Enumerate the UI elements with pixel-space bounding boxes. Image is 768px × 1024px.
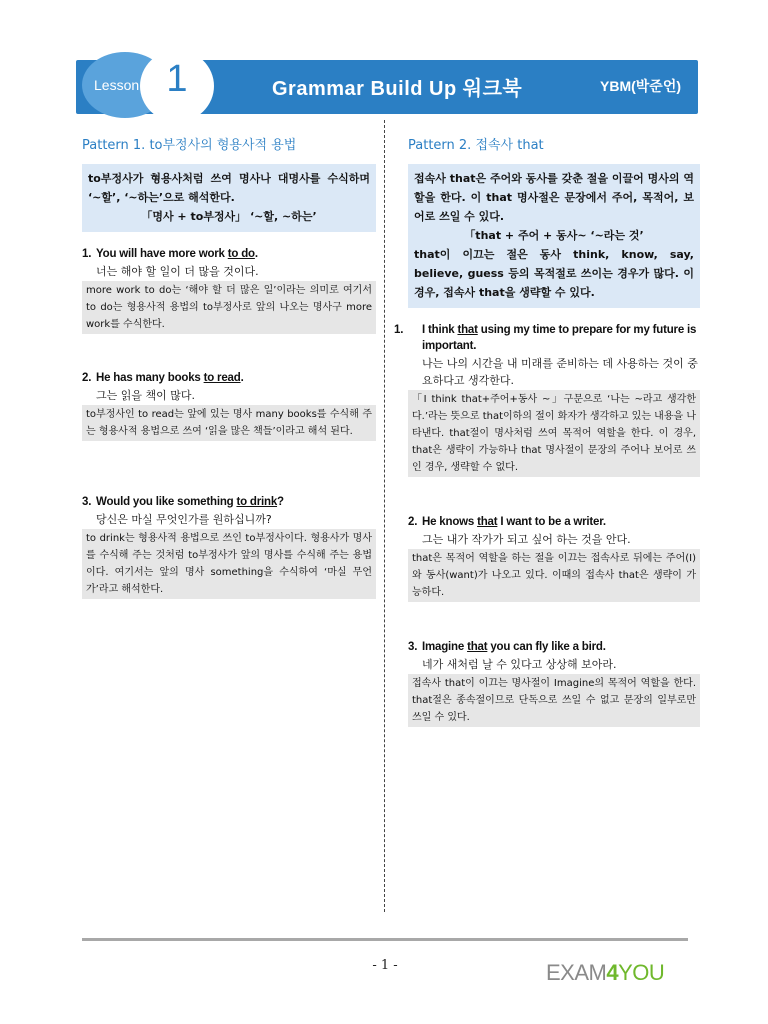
page-title: Grammar Build Up 워크북 <box>272 78 523 100</box>
example-item <box>408 514 700 602</box>
example-sentence: 1. You will have more work to do. <box>82 248 258 260</box>
example-translation: 당신은 마실 무엇인가를 원하십니까? <box>96 513 272 526</box>
example-item <box>408 639 700 727</box>
footer-divider <box>82 938 688 941</box>
page-number: - 1 - <box>372 958 398 973</box>
highlighted-phrase: to read <box>203 372 241 384</box>
left-column <box>82 134 376 595</box>
rule-text-secondary: that이 이끄는 절은 동사 think, know, say, believe, guess 등의 목적절로 쓰이는 경우가 많다. 이 경우, 접속사 that을 생략할 수 있다. <box>414 248 694 299</box>
example-translation: 너는 해야 할 일이 더 많을 것이다. <box>96 265 259 278</box>
column-divider <box>384 120 385 912</box>
highlighted-phrase: that <box>477 516 498 528</box>
example-sentence: 2. He knows that I want to be a writer. <box>408 516 606 528</box>
author-label: YBM(박준언) <box>600 78 682 94</box>
rule-text: to부정사가 형용사처럼 쓰여 명사나 대명사를 수식하며 ‘~할’, ‘~하는’으로 해석한다. <box>88 172 370 204</box>
example-translation: 그는 내가 작가가 되고 싶어 하는 것을 안다. <box>422 533 631 546</box>
right-column <box>394 134 700 723</box>
example-translation: 네가 새처럼 날 수 있다고 상상해 보아라. <box>422 658 617 671</box>
example-item <box>82 246 376 334</box>
example-note: more work to do는 ‘해야 할 더 많은 일’이라는 의미로 여기서 to do는 형용사적 용법의 to부정사로 앞의 나오는 명사구 more work를 수식한다. <box>82 281 376 334</box>
highlighted-phrase: that <box>467 641 488 653</box>
example-item <box>82 370 376 441</box>
pattern-1-title: Pattern 1. to부정사의 형용사적 용법 <box>82 138 297 153</box>
highlighted-phrase: to drink <box>236 496 278 508</box>
rule-formula: 「that + 주어 + 동사~ ‘~라는 것’ <box>464 229 644 242</box>
lesson-number: 1 <box>166 58 188 100</box>
pattern-1-rule-box <box>82 164 376 232</box>
example-note: to부정사인 to read는 앞에 있는 명사 many books를 수식해 주는 형용사적 용법으로 쓰여 ‘읽을 많은 책들’이라고 해석 된다. <box>82 405 376 441</box>
pattern-2-rule-box <box>408 164 700 308</box>
example-note: that은 목적어 역할을 하는 절을 이끄는 접속사로 뒤에는 주어(I)와 동사(want)가 나오고 있다. 이때의 접속사 that은 생략이 가능하다. <box>408 549 700 602</box>
rule-text: 접속사 that은 주어와 동사를 갖춘 절을 이끌어 명사의 역할을 한다. 이 that 명사절은 문장에서 주어, 목적어, 보어로 쓰일 수 있다. <box>414 172 694 223</box>
example-sentence: 3. Would you like something to drink? <box>82 496 284 508</box>
pattern-2-title: Pattern 2. 접속사 that <box>408 138 544 153</box>
example-note: 「I think that+주어+동사 ~」구문으로 ‘나는 ~라고 생각한다.’라는 뜻으로 that이하의 절이 화자가 생각하고 있는 내용을 나타낸다. that절이 명사처럼 쓰여 목적어 역할을 한다. 이 경우, that은 생략이 가능하나 that 명사절이 문장의 주어나 보어로 쓰인 경우, 생략할 수 없다. <box>408 390 700 477</box>
example-item <box>82 494 376 599</box>
example-note: to drink는 형용사적 용법으로 쓰인 to부정사이다. 형용사가 명사를 수식해 주는 것처럼 to부정사가 앞의 명사를 수식해 주는 용법이다. 여기서는 앞의 명사 something을 수식하여 ‘마실 무언가’라고 해석한다. <box>82 529 376 599</box>
example-translation: 나는 나의 시간을 내 미래를 준비하는 데 사용하는 것이 중요하다고 생각한다. <box>422 357 698 387</box>
lesson-label: Lesson <box>94 77 140 93</box>
example-translation: 그는 읽을 책이 많다. <box>96 389 195 402</box>
example-sentence: 2. He has many books to read. <box>82 372 244 384</box>
example-sentence: 1. I think that using my time to prepare for my future is important. <box>394 324 697 352</box>
example-note: 접속사 that이 이끄는 명사절이 Imagine의 목적어 역할을 한다. that절은 종속절이므로 단독으로 쓰일 수 없고 문장의 일부로만 쓰일 수 있다. <box>408 674 700 727</box>
example-item <box>394 322 700 477</box>
rule-formula: 「명사 + to부정사」 ‘~할, ~하는’ <box>141 210 317 223</box>
highlighted-phrase: that <box>457 324 478 336</box>
example-sentence: 3. Imagine that you can fly like a bird. <box>408 641 606 653</box>
highlighted-phrase: to do <box>227 248 255 260</box>
exam4you-logo: EXAM4YOU <box>546 960 665 985</box>
